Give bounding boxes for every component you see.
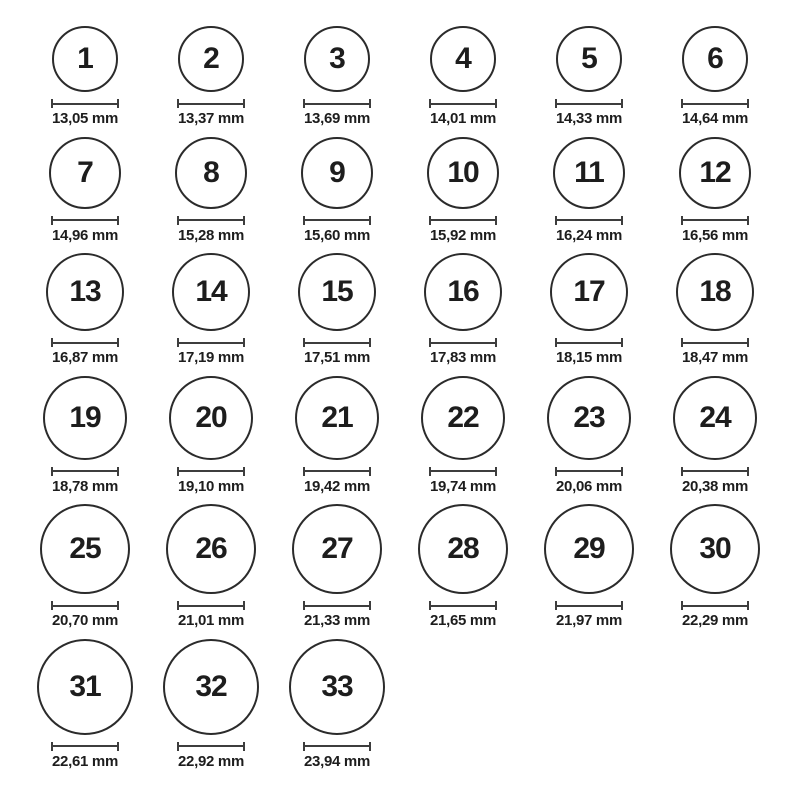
ring-diameter-label: 20,38 mm <box>682 477 748 495</box>
ring-diameter-label: 22,92 mm <box>178 752 244 770</box>
ring-circle <box>679 137 751 209</box>
ring-diameter-label: 17,51 mm <box>304 349 370 366</box>
ring-size-number: 19 <box>69 400 101 434</box>
ring-circle <box>676 253 754 331</box>
ring-size-number: 28 <box>447 532 479 565</box>
dimension-line <box>555 99 623 108</box>
ring-size-number: 3 <box>329 42 345 75</box>
dimension-bar <box>682 219 748 221</box>
ring-size-item-33 <box>274 639 400 771</box>
ring-size-number: 4 <box>455 42 471 75</box>
dimension-line <box>177 467 245 476</box>
ring-size-item-30 <box>652 504 778 630</box>
dimension-bar <box>304 605 370 607</box>
ring-size-item-22 <box>400 376 526 496</box>
dimension-tick-right-icon <box>495 99 497 108</box>
ring-circle <box>421 376 505 460</box>
dimension-line <box>681 338 749 347</box>
ring-diameter-label: 22,61 mm <box>52 752 118 770</box>
dimension-bar <box>178 470 244 472</box>
dimension-line <box>177 338 245 347</box>
ring-size-number: 12 <box>699 155 731 189</box>
ring-diameter-label: 14,64 mm <box>682 110 748 127</box>
dimension-bar <box>304 219 370 221</box>
dimension-bar <box>178 342 244 344</box>
ring-size-number: 11 <box>574 155 604 189</box>
dimension-tick-right-icon <box>117 742 119 751</box>
ring-size-item-12 <box>652 137 778 245</box>
ring-size-number: 20 <box>195 400 227 434</box>
ring-circle <box>37 639 133 735</box>
ring-size-number: 16 <box>447 275 479 308</box>
ring-circle <box>430 26 496 92</box>
dimension-line <box>429 99 497 108</box>
ring-circle <box>172 253 250 331</box>
dimension-tick-right-icon <box>621 601 623 610</box>
ring-circle <box>424 253 502 331</box>
dimension-line <box>303 467 371 476</box>
dimension-tick-right-icon <box>747 216 749 225</box>
ring-diameter-label: 19,10 mm <box>178 477 244 495</box>
ring-diameter-label: 13,69 mm <box>304 110 370 127</box>
ring-circle <box>544 504 634 594</box>
ring-circle <box>289 639 385 735</box>
chart-row-1 <box>22 26 778 128</box>
ring-circle <box>556 26 622 92</box>
ring-size-number: 2 <box>203 42 219 75</box>
ring-circle <box>175 137 247 209</box>
dimension-tick-right-icon <box>621 338 623 347</box>
ring-size-item-15 <box>274 253 400 367</box>
dimension-tick-right-icon <box>747 467 749 476</box>
dimension-tick-right-icon <box>747 338 749 347</box>
dimension-bar <box>430 605 496 607</box>
ring-diameter-label: 21,97 mm <box>556 612 622 629</box>
ring-size-item-32 <box>148 639 274 771</box>
ring-diameter-label: 17,83 mm <box>430 349 496 366</box>
dimension-bar <box>430 103 496 105</box>
ring-size-number: 6 <box>707 42 723 75</box>
ring-size-item-10 <box>400 137 526 245</box>
ring-size-number: 22 <box>447 400 479 434</box>
ring-size-item-8 <box>148 137 274 245</box>
dimension-bar <box>304 103 370 105</box>
dimension-line <box>681 467 749 476</box>
ring-diameter-label: 20,70 mm <box>52 612 118 629</box>
ring-circle <box>292 504 382 594</box>
dimension-bar <box>430 342 496 344</box>
ring-diameter-label: 14,01 mm <box>430 110 496 127</box>
ring-size-number: 31 <box>69 669 101 703</box>
ring-diameter-label: 15,28 mm <box>178 226 244 244</box>
ring-circle <box>295 376 379 460</box>
chart-row-2 <box>22 137 778 245</box>
ring-size-item-5 <box>526 26 652 128</box>
ring-diameter-label: 16,56 mm <box>682 226 748 244</box>
dimension-bar <box>682 103 748 105</box>
dimension-tick-right-icon <box>369 742 371 751</box>
dimension-bar <box>304 342 370 344</box>
ring-size-item-17 <box>526 253 652 367</box>
dimension-bar <box>556 470 622 472</box>
ring-diameter-label: 21,65 mm <box>430 612 496 629</box>
ring-circle <box>304 26 370 92</box>
dimension-tick-right-icon <box>369 216 371 225</box>
dimension-line <box>681 601 749 610</box>
ring-diameter-label: 16,87 mm <box>52 349 118 366</box>
dimension-tick-right-icon <box>495 601 497 610</box>
dimension-bar <box>682 342 748 344</box>
dimension-tick-right-icon <box>621 216 623 225</box>
dimension-tick-right-icon <box>117 467 119 476</box>
ring-size-item-6 <box>652 26 778 128</box>
dimension-tick-right-icon <box>747 99 749 108</box>
dimension-bar <box>52 342 118 344</box>
dimension-bar <box>52 605 118 607</box>
dimension-tick-right-icon <box>369 99 371 108</box>
ring-size-item-1 <box>22 26 148 128</box>
ring-circle <box>40 504 130 594</box>
dimension-line <box>177 99 245 108</box>
ring-size-number: 24 <box>699 400 731 434</box>
ring-size-number: 7 <box>77 155 93 189</box>
ring-diameter-label: 16,24 mm <box>556 226 622 244</box>
ring-size-number: 14 <box>195 275 227 308</box>
dimension-tick-right-icon <box>117 216 119 225</box>
dimension-tick-right-icon <box>747 601 749 610</box>
ring-diameter-label: 13,37 mm <box>178 110 244 127</box>
dimension-tick-right-icon <box>243 601 245 610</box>
ring-diameter-label: 23,94 mm <box>304 752 370 770</box>
dimension-tick-right-icon <box>117 99 119 108</box>
ring-size-number: 21 <box>321 400 353 434</box>
dimension-line <box>555 216 623 225</box>
ring-size-number: 29 <box>573 532 605 565</box>
ring-size-item-14 <box>148 253 274 367</box>
dimension-line <box>303 601 371 610</box>
dimension-bar <box>430 470 496 472</box>
dimension-line <box>51 338 119 347</box>
dimension-bar <box>178 219 244 221</box>
ring-size-item-20 <box>148 376 274 496</box>
chart-row-4 <box>22 376 778 496</box>
dimension-line <box>681 216 749 225</box>
dimension-tick-right-icon <box>243 216 245 225</box>
dimension-bar <box>430 219 496 221</box>
dimension-line <box>51 99 119 108</box>
ring-size-item-23 <box>526 376 652 496</box>
dimension-bar <box>52 745 118 747</box>
ring-circle <box>169 376 253 460</box>
ring-diameter-label: 13,05 mm <box>52 110 118 127</box>
dimension-line <box>51 216 119 225</box>
ring-circle <box>46 253 124 331</box>
dimension-bar <box>556 605 622 607</box>
ring-size-item-3 <box>274 26 400 128</box>
dimension-tick-right-icon <box>369 601 371 610</box>
ring-size-item-24 <box>652 376 778 496</box>
ring-size-number: 1 <box>77 42 93 75</box>
ring-circle <box>52 26 118 92</box>
dimension-line <box>555 601 623 610</box>
ring-circle <box>298 253 376 331</box>
dimension-bar <box>556 219 622 221</box>
ring-size-number: 10 <box>447 155 479 189</box>
chart-row-6 <box>22 639 778 771</box>
ring-size-number: 25 <box>69 532 101 565</box>
dimension-bar <box>556 103 622 105</box>
dimension-tick-right-icon <box>621 467 623 476</box>
ring-circle <box>673 376 757 460</box>
ring-diameter-label: 15,60 mm <box>304 226 370 244</box>
ring-diameter-label: 17,19 mm <box>178 349 244 366</box>
dimension-bar <box>682 605 748 607</box>
dimension-line <box>681 99 749 108</box>
dimension-tick-right-icon <box>243 338 245 347</box>
ring-circle <box>553 137 625 209</box>
ring-size-number: 32 <box>195 669 227 703</box>
ring-circle <box>49 137 121 209</box>
ring-circle <box>163 639 259 735</box>
dimension-tick-right-icon <box>495 338 497 347</box>
ring-size-item-2 <box>148 26 274 128</box>
ring-diameter-label: 18,47 mm <box>682 349 748 366</box>
ring-circle <box>550 253 628 331</box>
dimension-bar <box>178 605 244 607</box>
ring-size-item-29 <box>526 504 652 630</box>
dimension-bar <box>304 745 370 747</box>
ring-diameter-label: 20,06 mm <box>556 477 622 495</box>
dimension-tick-right-icon <box>243 467 245 476</box>
dimension-bar <box>556 342 622 344</box>
ring-circle <box>166 504 256 594</box>
ring-circle <box>427 137 499 209</box>
dimension-tick-right-icon <box>243 99 245 108</box>
ring-diameter-label: 18,15 mm <box>556 349 622 366</box>
ring-size-item-31 <box>22 639 148 771</box>
ring-size-item-9 <box>274 137 400 245</box>
dimension-line <box>303 216 371 225</box>
dimension-line <box>51 742 119 751</box>
ring-size-number: 18 <box>699 275 731 308</box>
dimension-tick-right-icon <box>117 601 119 610</box>
ring-size-number: 8 <box>203 155 219 189</box>
dimension-bar <box>178 745 244 747</box>
ring-diameter-label: 19,74 mm <box>430 477 496 495</box>
ring-size-item-16 <box>400 253 526 367</box>
dimension-tick-right-icon <box>495 216 497 225</box>
ring-size-item-13 <box>22 253 148 367</box>
ring-diameter-label: 21,33 mm <box>304 612 370 629</box>
ring-size-number: 13 <box>69 275 101 308</box>
dimension-line <box>303 742 371 751</box>
dimension-tick-right-icon <box>369 338 371 347</box>
dimension-line <box>177 601 245 610</box>
ring-size-number: 26 <box>195 532 227 565</box>
dimension-tick-right-icon <box>495 467 497 476</box>
dimension-line <box>429 601 497 610</box>
ring-diameter-label: 14,96 mm <box>52 226 118 244</box>
ring-diameter-label: 18,78 mm <box>52 477 118 495</box>
dimension-line <box>303 99 371 108</box>
ring-diameter-label: 15,92 mm <box>430 226 496 244</box>
ring-size-number: 9 <box>329 155 345 189</box>
ring-size-number: 23 <box>573 400 605 434</box>
dimension-bar <box>304 470 370 472</box>
ring-size-item-4 <box>400 26 526 128</box>
chart-row-5 <box>22 504 778 630</box>
ring-size-number: 27 <box>321 532 353 565</box>
dimension-line <box>555 338 623 347</box>
ring-size-item-18 <box>652 253 778 367</box>
dimension-line <box>51 467 119 476</box>
ring-circle <box>418 504 508 594</box>
dimension-bar <box>52 219 118 221</box>
dimension-bar <box>682 470 748 472</box>
ring-diameter-label: 22,29 mm <box>682 612 748 629</box>
dimension-bar <box>52 103 118 105</box>
ring-size-item-21 <box>274 376 400 496</box>
ring-size-number: 15 <box>321 275 353 308</box>
ring-circle <box>301 137 373 209</box>
ring-size-number: 17 <box>573 275 605 308</box>
ring-size-item-27 <box>274 504 400 630</box>
dimension-bar <box>52 470 118 472</box>
dimension-tick-right-icon <box>621 99 623 108</box>
ring-size-item-28 <box>400 504 526 630</box>
dimension-line <box>429 467 497 476</box>
ring-size-item-26 <box>148 504 274 630</box>
ring-circle <box>43 376 127 460</box>
ring-diameter-label: 19,42 mm <box>304 477 370 495</box>
ring-diameter-label: 14,33 mm <box>556 110 622 127</box>
dimension-bar <box>178 103 244 105</box>
dimension-tick-right-icon <box>243 742 245 751</box>
dimension-line <box>429 338 497 347</box>
dimension-tick-right-icon <box>117 338 119 347</box>
ring-size-item-19 <box>22 376 148 496</box>
ring-circle <box>547 376 631 460</box>
ring-size-number: 5 <box>581 42 597 75</box>
dimension-line <box>177 216 245 225</box>
dimension-line <box>555 467 623 476</box>
ring-circle <box>178 26 244 92</box>
dimension-tick-right-icon <box>369 467 371 476</box>
ring-size-item-7 <box>22 137 148 245</box>
dimension-line <box>51 601 119 610</box>
dimension-line <box>303 338 371 347</box>
ring-diameter-label: 21,01 mm <box>178 612 244 629</box>
ring-size-number: 33 <box>321 669 353 703</box>
dimension-line <box>429 216 497 225</box>
ring-size-item-11 <box>526 137 652 245</box>
dimension-line <box>177 742 245 751</box>
ring-size-item-25 <box>22 504 148 630</box>
ring-circle <box>670 504 760 594</box>
chart-row-3 <box>22 253 778 367</box>
ring-size-number: 30 <box>699 532 731 565</box>
ring-circle <box>682 26 748 92</box>
